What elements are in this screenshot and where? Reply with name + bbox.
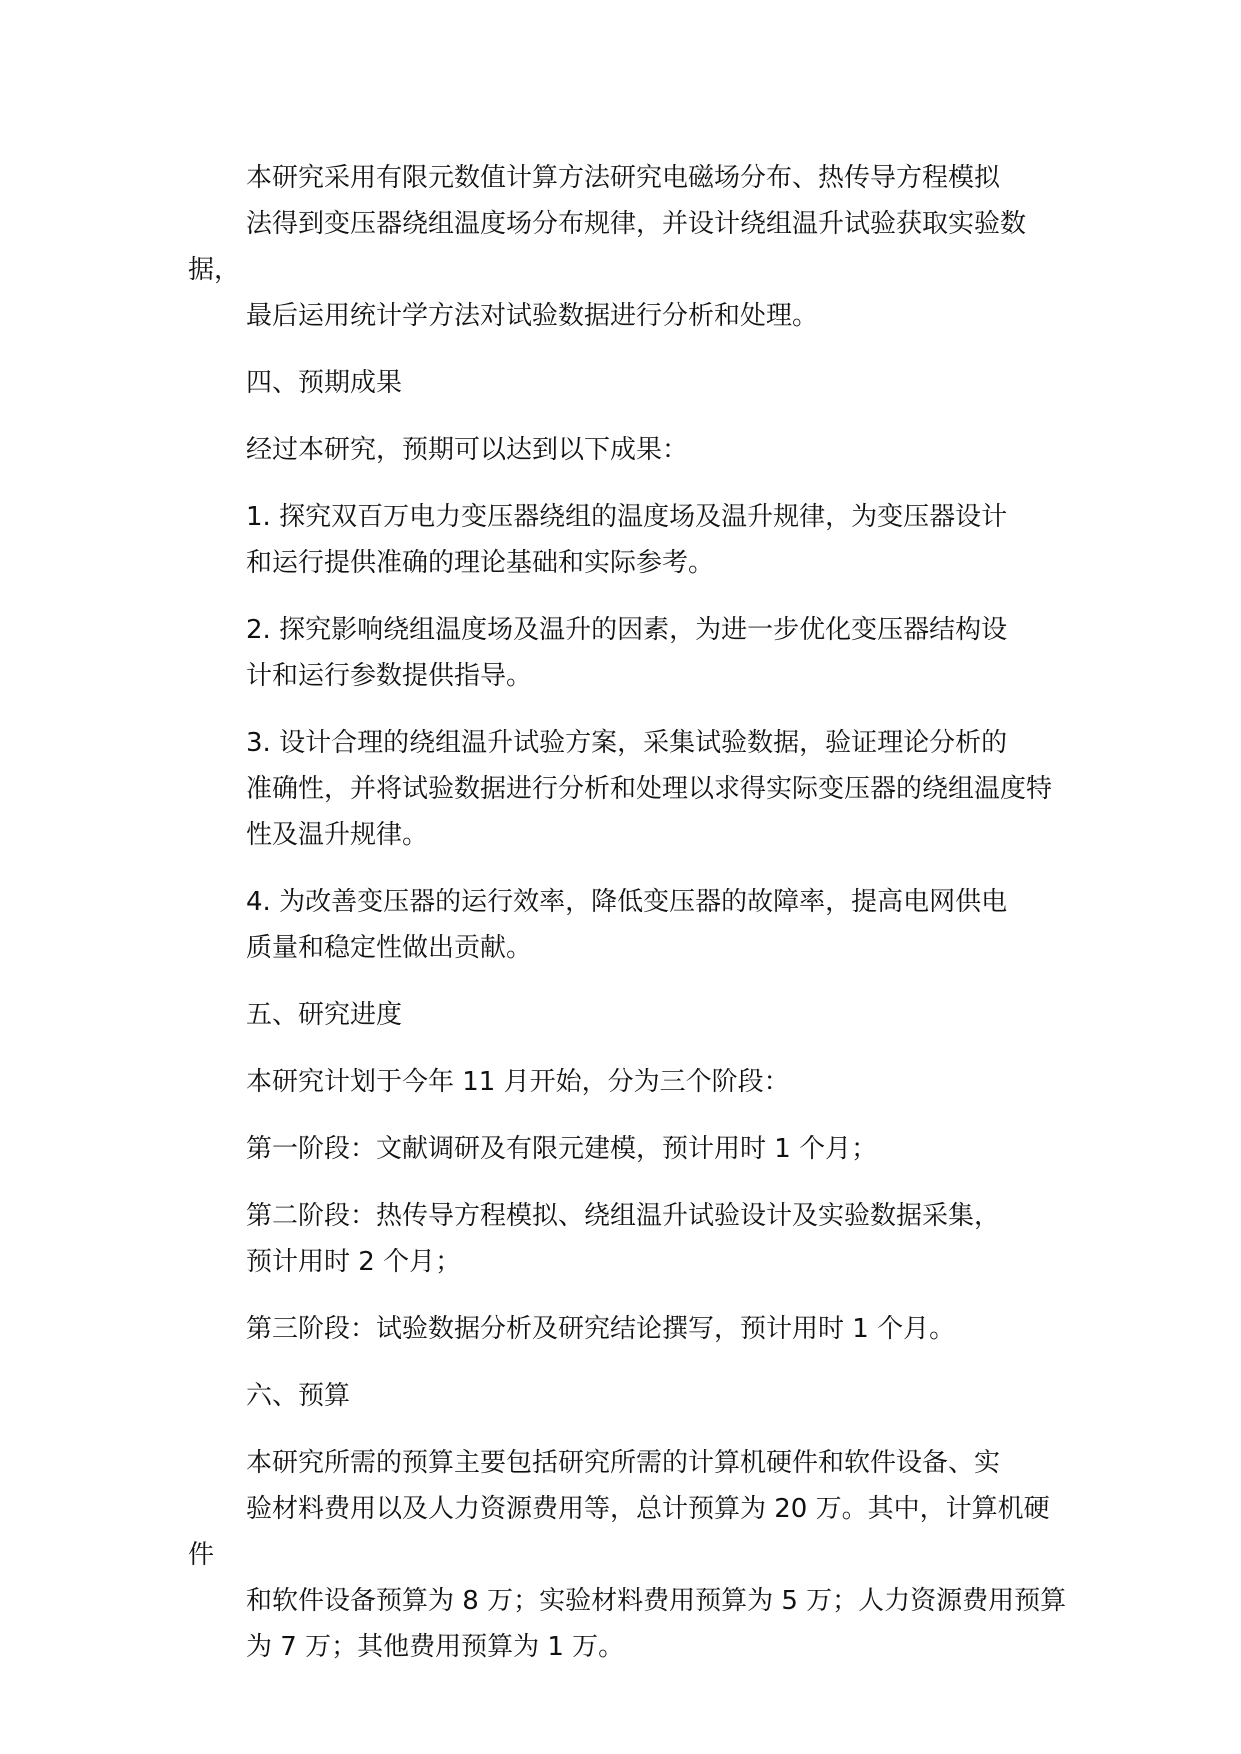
text-line: 本研究所需的预算主要包括研究所需的计算机硬件和软件设备、实 [246,1448,1001,1478]
text-line: 2. 探究影响绕组温度场及温升的因素，为进一步优化变压器结构设 [246,615,1008,645]
body-paragraph [188,720,1072,858]
body-paragraph [188,879,1072,971]
body-paragraph [188,494,1072,586]
body-paragraph [188,1306,1072,1352]
document-body [188,155,1072,1691]
section-heading [188,360,1072,406]
text-line: 准确性，并将试验数据进行分析和处理以求得实际变压器的绕组温度特 [246,774,1053,804]
text-line: 法得到变压器绕组温度场分布规律，并设计绕组温升试验获取实验数据， [188,209,1027,285]
text-line: 四、预期成果 [246,368,403,398]
text-line: 预计用时 2 个月； [246,1247,462,1277]
text-line: 验材料费用以及人力资源费用等，总计预算为 20 万。其中，计算机硬件 [188,1494,1050,1570]
text-line: 为 7 万；其他费用预算为 1 万。 [246,1632,625,1662]
section-heading [188,992,1072,1038]
text-line: 性及温升规律。 [246,820,429,850]
text-line: 经过本研究，预期可以达到以下成果： [246,435,689,465]
section-heading [188,1373,1072,1419]
text-line: 本研究采用有限元数值计算方法研究电磁场分布、热传导方程模拟 [246,163,1001,193]
text-line: 五、研究进度 [246,1000,403,1030]
body-paragraph [188,155,1072,339]
text-line: 1. 探究双百万电力变压器绕组的温度场及温升规律，为变压器设计 [246,502,1008,532]
text-line: 六、预算 [246,1381,351,1411]
body-paragraph [188,1059,1072,1105]
body-paragraph [188,1126,1072,1172]
body-paragraph [188,1440,1072,1670]
text-line: 本研究计划于今年 11 月开始，分为三个阶段： [246,1067,790,1097]
text-line: 计和运行参数提供指导。 [246,661,533,691]
text-line: 质量和稳定性做出贡献。 [246,933,533,963]
text-line: 第二阶段：热传导方程模拟、绕组温升试验设计及实验数据采集， [246,1201,1001,1231]
body-paragraph [188,427,1072,473]
text-line: 4. 为改善变压器的运行效率，降低变压器的故障率，提高电网供电 [246,887,1008,917]
text-line: 最后运用统计学方法对试验数据进行分析和处理。 [246,301,819,331]
text-line: 3. 设计合理的绕组温升试验方案，采集试验数据，验证理论分析的 [246,728,1008,758]
text-line: 和软件设备预算为 8 万；实验材料费用预算为 5 万；人力资源费用预算 [246,1586,1067,1616]
text-line: 第三阶段：试验数据分析及研究结论撰写，预计用时 1 个月。 [246,1314,956,1344]
text-line: 和运行提供准确的理论基础和实际参考。 [246,548,715,578]
body-paragraph [188,607,1072,699]
body-paragraph [188,1193,1072,1285]
text-line: 第一阶段：文献调研及有限元建模，预计用时 1 个月； [246,1134,878,1164]
